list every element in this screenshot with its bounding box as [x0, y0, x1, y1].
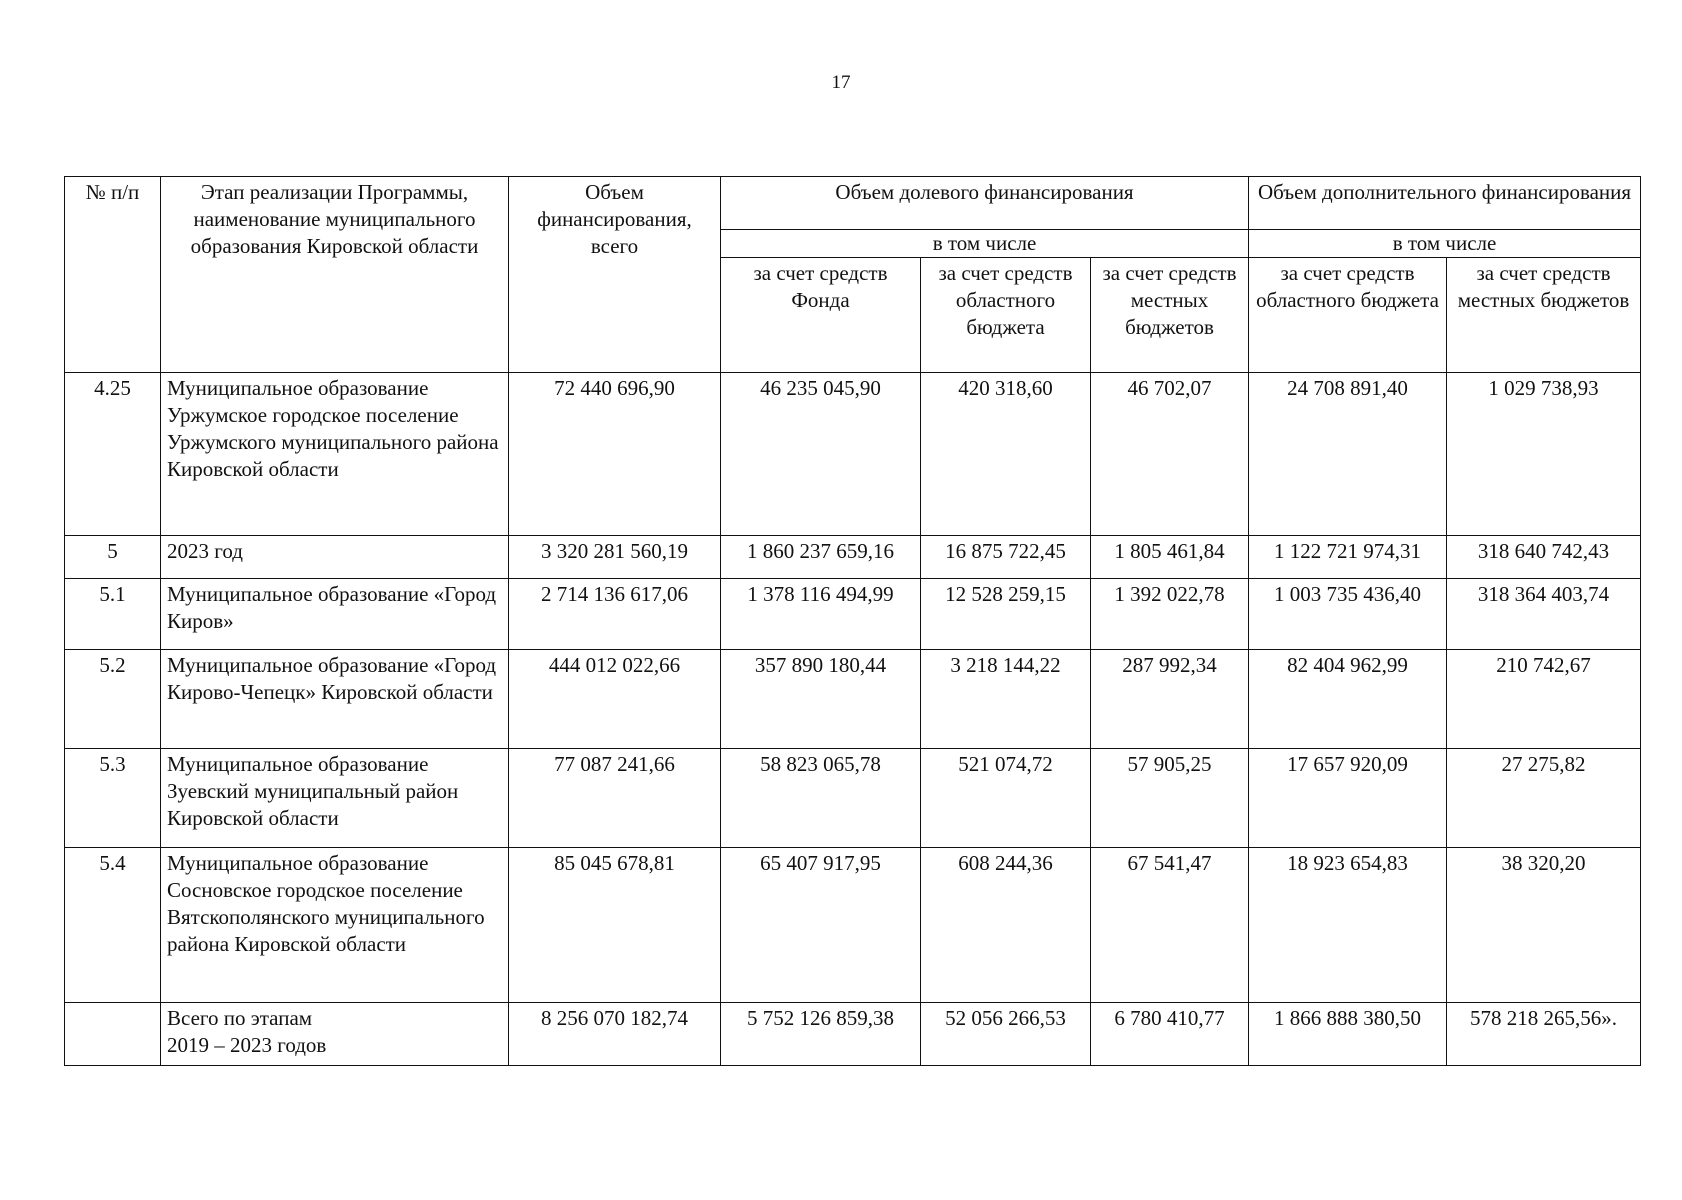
total-regional: 52 056 266,53: [921, 1003, 1091, 1066]
row-fund: 1 378 116 494,99: [721, 579, 921, 650]
header-including-additional: в том числе: [1249, 230, 1641, 258]
page-number: 17: [831, 72, 851, 93]
header-volume-total: Объем финансирования, всего: [509, 177, 721, 373]
row-fund: 58 823 065,78: [721, 749, 921, 848]
row-add-local: 318 364 403,74: [1447, 579, 1641, 650]
row-num: 5.1: [65, 579, 161, 650]
total-name-line1: Всего по этапам: [167, 1006, 313, 1030]
row-regional: 608 244,36: [921, 848, 1091, 1003]
row-total: 3 320 281 560,19: [509, 536, 721, 579]
row-local: 46 702,07: [1091, 373, 1249, 536]
header-add-regional-budget: за счет средств областного бюджета: [1249, 258, 1447, 373]
row-local: 287 992,34: [1091, 650, 1249, 749]
header-num: № п/п: [65, 177, 161, 373]
total-total: 8 256 070 182,74: [509, 1003, 721, 1066]
row-total: 444 012 022,66: [509, 650, 721, 749]
header-stage: Этап реализации Программы, наименование муниципального образования Кировской области: [161, 177, 509, 373]
row-num: 5.3: [65, 749, 161, 848]
total-num: [65, 1003, 161, 1066]
row-add-regional: 1 122 721 974,31: [1249, 536, 1447, 579]
row-add-regional: 1 003 735 436,40: [1249, 579, 1447, 650]
header-additional-financing: Объем дополнительного финансирования: [1249, 177, 1641, 230]
row-num: 4.25: [65, 373, 161, 536]
row-fund: 46 235 045,90: [721, 373, 921, 536]
row-num: 5.2: [65, 650, 161, 749]
header-regional-budget: за счет средств областного бюджета: [921, 258, 1091, 373]
row-regional: 12 528 259,15: [921, 579, 1091, 650]
total-add-local: 578 218 265,56».: [1447, 1003, 1641, 1066]
row-local: 67 541,47: [1091, 848, 1249, 1003]
table-row: [65, 749, 1641, 848]
row-num: 5.4: [65, 848, 161, 1003]
row-regional: 16 875 722,45: [921, 536, 1091, 579]
total-local: 6 780 410,77: [1091, 1003, 1249, 1066]
row-name: 2023 год: [161, 536, 509, 579]
table-row: [65, 650, 1641, 749]
table-row: [65, 536, 1641, 579]
total-fund: 5 752 126 859,38: [721, 1003, 921, 1066]
row-name: Муниципальное образование Сосновское городское поселение Вятскополянского муниципального района Кировской области: [161, 848, 509, 1003]
header-add-local-budgets: за счет средств местных бюджетов: [1447, 258, 1641, 373]
row-total: 85 045 678,81: [509, 848, 721, 1003]
row-add-regional: 17 657 920,09: [1249, 749, 1447, 848]
row-total: 72 440 696,90: [509, 373, 721, 536]
row-total: 77 087 241,66: [509, 749, 721, 848]
row-add-local: 38 320,20: [1447, 848, 1641, 1003]
row-num: 5: [65, 536, 161, 579]
row-total: 2 714 136 617,06: [509, 579, 721, 650]
row-add-regional: 82 404 962,99: [1249, 650, 1447, 749]
row-name: Муниципальное образование «Город Кирово-Чепецк» Кировской области: [161, 650, 509, 749]
row-add-regional: 24 708 891,40: [1249, 373, 1447, 536]
row-name: Муниципальное образование «Город Киров»: [161, 579, 509, 650]
row-local: 1 805 461,84: [1091, 536, 1249, 579]
row-local: 57 905,25: [1091, 749, 1249, 848]
row-add-local: 1 029 738,93: [1447, 373, 1641, 536]
header-shared-financing: Объем долевого финансирования: [721, 177, 1249, 230]
total-name-line2: 2019 – 2023 годов: [167, 1033, 327, 1057]
row-regional: 420 318,60: [921, 373, 1091, 536]
table-row: [65, 848, 1641, 1003]
row-fund: 65 407 917,95: [721, 848, 921, 1003]
table-row: [65, 373, 1641, 536]
row-fund: 357 890 180,44: [721, 650, 921, 749]
row-add-regional: 18 923 654,83: [1249, 848, 1447, 1003]
row-local: 1 392 022,78: [1091, 579, 1249, 650]
header-fund: за счет средств Фонда: [721, 258, 921, 373]
row-name: Муниципальное образование Уржумское городское поселение Уржумского муниципального района Кировской области: [161, 373, 509, 536]
row-add-local: 318 640 742,43: [1447, 536, 1641, 579]
row-regional: 521 074,72: [921, 749, 1091, 848]
financing-table: [64, 176, 1641, 1066]
header-including-shared: в том числе: [721, 230, 1249, 258]
row-add-local: 27 275,82: [1447, 749, 1641, 848]
total-add-regional: 1 866 888 380,50: [1249, 1003, 1447, 1066]
total-name: [161, 1003, 509, 1066]
table-row: [65, 579, 1641, 650]
row-regional: 3 218 144,22: [921, 650, 1091, 749]
header-local-budgets: за счет средств местных бюджетов: [1091, 258, 1249, 373]
row-name: Муниципальное образование Зуевский муниципальный район Кировской области: [161, 749, 509, 848]
total-row: [65, 1003, 1641, 1066]
row-fund: 1 860 237 659,16: [721, 536, 921, 579]
row-add-local: 210 742,67: [1447, 650, 1641, 749]
